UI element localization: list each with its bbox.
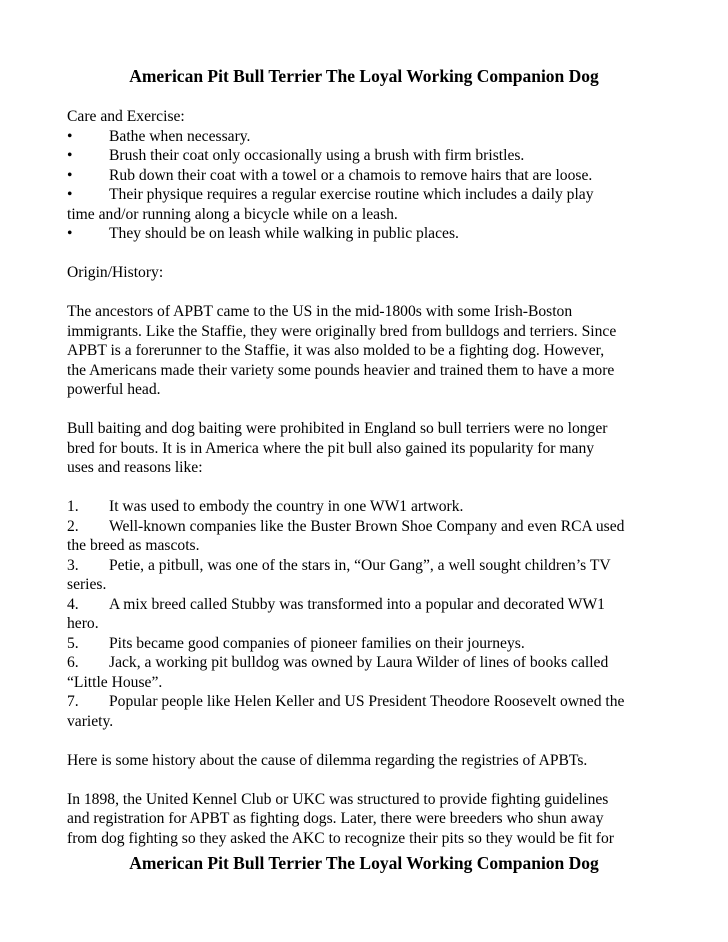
list-item-text: Petie, a pitbull, was one of the stars in, “Our Gang”, a well sought children’s TV — [109, 556, 611, 574]
origin-para1-line: immigrants. Like the Staffie, they were originally bred from bulldogs and terriers. Since — [67, 322, 617, 340]
list-number: 2. — [67, 517, 79, 535]
list-number: 6. — [67, 654, 79, 671]
list-item-text: Popular people like Helen Keller and US President Theodore Roosevelt owned the — [109, 693, 625, 710]
uses-item-7-continued: variety. — [67, 712, 114, 730]
list-item-text: Pits became good companies of pioneer families on their journeys. — [109, 634, 525, 652]
care-bullet-text: Brush their coat only occasionally using a brush with firm bristles. — [109, 147, 525, 164]
registry-intro: Here is some history about the cause of dilemma regarding the registries of APBTs. — [67, 751, 588, 769]
list-number: 3. — [67, 556, 79, 574]
registry-para-line: In 1898, the United Kennel Club or UKC was structured to provide fighting guidelines — [67, 790, 609, 808]
origin-para1-line: powerful head. — [67, 381, 161, 398]
uses-item-4-continued: hero. — [67, 615, 99, 632]
uses-item-4 — [67, 595, 677, 615]
list-number: 4. — [67, 595, 79, 613]
origin-para1-line: APBT is a forerunner to the Staffie, it was also molded to be a fighting dog. However, — [67, 342, 605, 359]
bullet-marker: • — [67, 186, 73, 203]
registry-para-line: and registration for APBT as fighting dogs. Later, there were breeders who shun away — [67, 810, 604, 827]
uses-item-3 — [67, 556, 677, 576]
care-bullet-5 — [67, 224, 677, 244]
list-number: 7. — [67, 693, 79, 710]
list-number: 5. — [67, 634, 79, 652]
bullet-marker: • — [67, 225, 73, 242]
origin-para2-line: bred for bouts. It is in America where the pit bull also gained its popularity for many — [67, 439, 595, 457]
origin-para1-line: the Americans made their variety some pounds heavier and trained them to have a more — [67, 361, 615, 379]
bullet-marker: • — [67, 127, 73, 145]
origin-para1-line: The ancestors of APBT came to the US in the mid-1800s with some Irish-Boston — [67, 303, 573, 320]
list-item-text: Jack, a working pit bulldog was owned by Laura Wilder of lines of books called — [109, 654, 609, 671]
list-item-text: A mix breed called Stubby was transformed into a popular and decorated WW1 — [109, 595, 605, 613]
care-bullet-text: They should be on leash while walking in public places. — [109, 225, 459, 242]
care-bullet-text: Their physique requires a regular exercise routine which includes a daily play — [109, 186, 594, 203]
bullet-marker: • — [67, 147, 73, 164]
uses-item-6-continued: “Little House”. — [67, 673, 163, 691]
origin-para2-line: uses and reasons like: — [67, 459, 203, 476]
document-body — [67, 107, 677, 848]
uses-item-6 — [67, 653, 677, 673]
care-bullet-text: Rub down their coat with a towel or a chamois to remove hairs that are loose. — [109, 166, 593, 184]
registry-para-line: from dog fighting so they asked the AKC to recognize their pits so they would be fit for — [67, 829, 614, 847]
origin-para2-line: Bull baiting and dog baiting were prohibited in England so bull terriers were no longer — [67, 420, 608, 437]
care-bullet-text: Bathe when necessary. — [109, 127, 251, 145]
bullet-marker: • — [67, 166, 73, 184]
page-footer-title: American Pit Bull Terrier The Loyal Working Companion Dog — [129, 853, 599, 873]
care-heading: Care and Exercise: — [67, 108, 185, 125]
care-bullet-4-continued: time and/or running along a bicycle while on a leash. — [67, 205, 398, 223]
list-item-text: It was used to embody the country in one WW1 artwork. — [109, 498, 464, 515]
page-header-title: American Pit Bull Terrier The Loyal Working Companion Dog — [129, 66, 599, 86]
list-item-text: Well-known companies like the Buster Brown Shoe Company and even RCA used — [109, 517, 625, 535]
list-number: 1. — [67, 498, 79, 515]
uses-item-1 — [67, 497, 677, 517]
uses-item-3-continued: series. — [67, 576, 107, 593]
care-bullet-4 — [67, 185, 677, 205]
uses-item-2-continued: the breed as mascots. — [67, 537, 200, 554]
care-bullet-2 — [67, 146, 677, 166]
uses-item-2 — [67, 517, 677, 537]
care-bullet-1 — [67, 127, 677, 147]
origin-heading: Origin/History: — [67, 264, 164, 281]
uses-item-7 — [67, 692, 677, 712]
care-bullet-3 — [67, 166, 677, 186]
uses-item-5 — [67, 634, 677, 654]
